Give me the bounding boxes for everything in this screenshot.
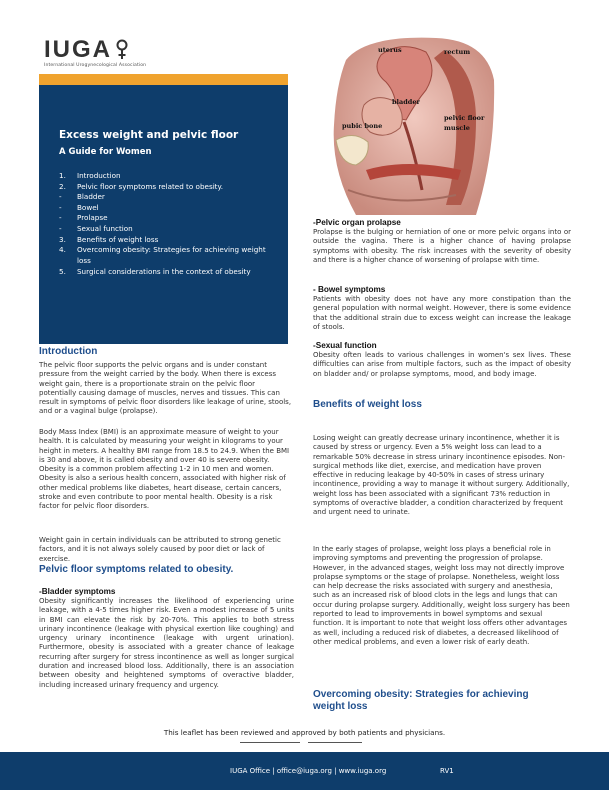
toc-item: 1. Introduction bbox=[59, 171, 121, 180]
divider bbox=[240, 742, 300, 743]
toc-item: - Sexual function bbox=[59, 223, 133, 233]
sexual-function-heading: -Sexual function bbox=[313, 341, 377, 350]
benefits-paragraph-2: In the early stages of prolapse, weight loss plays a beneficial role in improving symptoms and preventing the progression of prolapse. However, in the advanced stages, weight loss may not directly improve prolapse symptoms or the stage of prolapse. Nonetheless, weight loss can help decrease the risks associated with surgery and anesthesia, such as an increased risk of blood clots in the legs and lungs that can occur during prolapse surgery. Additionally, weight loss surgery has been reported to lead to improvements in bowel symptoms and sexual function. It is important to note that weight loss offers other advantages as well, including a reduced risk of diabetes, a decreased likelihood of other medical problems, and even a lower risk of early death. bbox=[313, 545, 570, 646]
toc-item: - Prolapse bbox=[59, 213, 108, 223]
female-symbol-icon bbox=[115, 39, 129, 61]
pelvic-anatomy-figure bbox=[326, 30, 496, 215]
prolapse-text: Prolapse is the bulging or herniation of one or more pelvic organs into or outside the vagina. There is a higher chance of having prolapse symptoms with obesity. The risk increases with the severity of obesity and there is a higher chance of worsening of prolapse with time. bbox=[313, 228, 571, 264]
benefits-heading: Benefits of weight loss bbox=[313, 399, 422, 410]
benefits-paragraph-1: Losing weight can greatly decrease urinary incontinence, whether it is caused by stress or urgency. Even a 5% weight loss can lead to a remarkable 50% decrease in stress urinary incontinence episodes. Non-surgical methods like diet, exercise, and medication have proven effective in reducing leakage by 40-50% in cases of stress urinary incontinence, providing a way to manage it without surgery. Additionally, weight loss has been associated with a significant 73% reduction in symptoms of overactive bladder, a condition characterized by frequent and urgent need to urinate. bbox=[313, 434, 570, 517]
logo-wordmark bbox=[44, 38, 184, 62]
introduction-heading: Introduction bbox=[39, 346, 98, 357]
logo-text: IUGA bbox=[44, 36, 112, 63]
footer-contact: IUGA Office | office@iuga.org | www.iuga.org bbox=[230, 767, 387, 775]
toc-item: - Bowel bbox=[59, 202, 99, 212]
toc-item: 4. Overcoming obesity: Strategies for achieving weight loss bbox=[59, 245, 266, 265]
toc-item: 3. Benefits of weight loss bbox=[59, 234, 159, 244]
toc-item: 2. Pelvic floor symptoms related to obesity. bbox=[59, 181, 224, 191]
title-panel bbox=[39, 85, 288, 344]
logo-tagline: International Urogynecological Association bbox=[44, 63, 147, 68]
bladder-symptoms-text: Obesity significantly increases the likelihood of experiencing urine leakage, with a 4-5 times higher risk. Even a modest increase of 5 units in BMI can elevate the risk by 20-70%. This applies to both stress urinary incontinence (leakage with physical exertion like coughing) and urgency urinary incontinence (leakage with urgent urination). Furthermore, obesity is associated with a greater chance of leakage recurring after surgery for stress incontinence as well as longer surgical duration and increased blood loss. Additionally, there is an association between obesity and heightened symptoms of overactive bladder, including increased urinary frequency and urgency. bbox=[39, 597, 294, 689]
bowel-text: Patients with obesity does not have any more constipation than the general population with normal weight. However, there is some evidence that the additional strain due to excess weight can increase the leakage of stools. bbox=[313, 295, 571, 331]
accent-bar bbox=[39, 74, 288, 85]
bowel-heading: - Bowel symptoms bbox=[313, 285, 386, 294]
muscle-label: muscle bbox=[444, 124, 470, 132]
prolapse-heading: -Pelvic organ prolapse bbox=[313, 218, 401, 227]
page-subtitle: A Guide for Women bbox=[59, 147, 152, 157]
bladder-symptoms-heading: -Bladder symptoms bbox=[39, 587, 116, 596]
sexual-function-text: Obesity often leads to various challenges in women's sex lives. These difficulties can arise from multiple factors, such as the impact of obesity on bladder and/ or prolapse symptoms, mood, and body image. bbox=[313, 351, 571, 378]
pelvic-floor-label: pelvic floor bbox=[444, 114, 485, 122]
uterus-label: uterus bbox=[378, 46, 402, 54]
review-note: This leaflet has been reviewed and approved by both patients and physicians. bbox=[163, 728, 446, 737]
pubic-bone-label: pubic bone bbox=[342, 122, 383, 130]
iuga-logo bbox=[44, 38, 184, 68]
divider bbox=[308, 742, 362, 743]
toc-item: 5. Surgical considerations in the context of obesity bbox=[59, 267, 251, 277]
rectum-label: rectum bbox=[444, 48, 471, 56]
overcoming-heading: Overcoming obesity: Strategies for achieving weight loss bbox=[313, 689, 529, 712]
footer-bar bbox=[0, 752, 609, 790]
pelvic-symptoms-heading: Pelvic floor symptoms related to obesity. bbox=[39, 564, 234, 575]
toc-item: - Bladder bbox=[59, 192, 105, 202]
introduction-paragraph-2: Body Mass Index (BMI) is an approximate measure of weight to your health. It is calculated by measuring your weight in kilograms to your height in meters. A healthy BMI range from 18.5 to 24.9. When the BMI is 30 and above, it is called obesity and over 40 is severe obesity. Obesity is a common problem affecting 1-2 in 10 men and women. Obesity is also a serious health concern, associated with higher risk of other medical problems like diabetes, heart disease, certain cancers, stroke and even contribute to poor mental health. Obesity is a risk factor for pelvic floor disorders. bbox=[39, 428, 290, 511]
footer-revision: RV1 bbox=[440, 767, 454, 775]
introduction-paragraph-1: The pelvic floor supports the pelvic organs and is under constant pressure from the weight carried by the body. When there is excess weight gain, there is a proportionate strain on the pelvic floor potentially causing damage of muscles, nerves and tissues. This can result in symptoms of pelvic floor disorders like leakage of urine, stools, and or a vaginal bulge (prolapse). bbox=[39, 361, 292, 416]
bladder-label: bladder bbox=[392, 98, 420, 106]
table-of-contents bbox=[59, 171, 276, 278]
page-title: Excess weight and pelvic floor bbox=[59, 129, 239, 141]
introduction-paragraph-3: Weight gain in certain individuals can be attributed to strong genetic factors, and it is not always solely caused by poor diet or lack of exercise. bbox=[39, 536, 281, 563]
